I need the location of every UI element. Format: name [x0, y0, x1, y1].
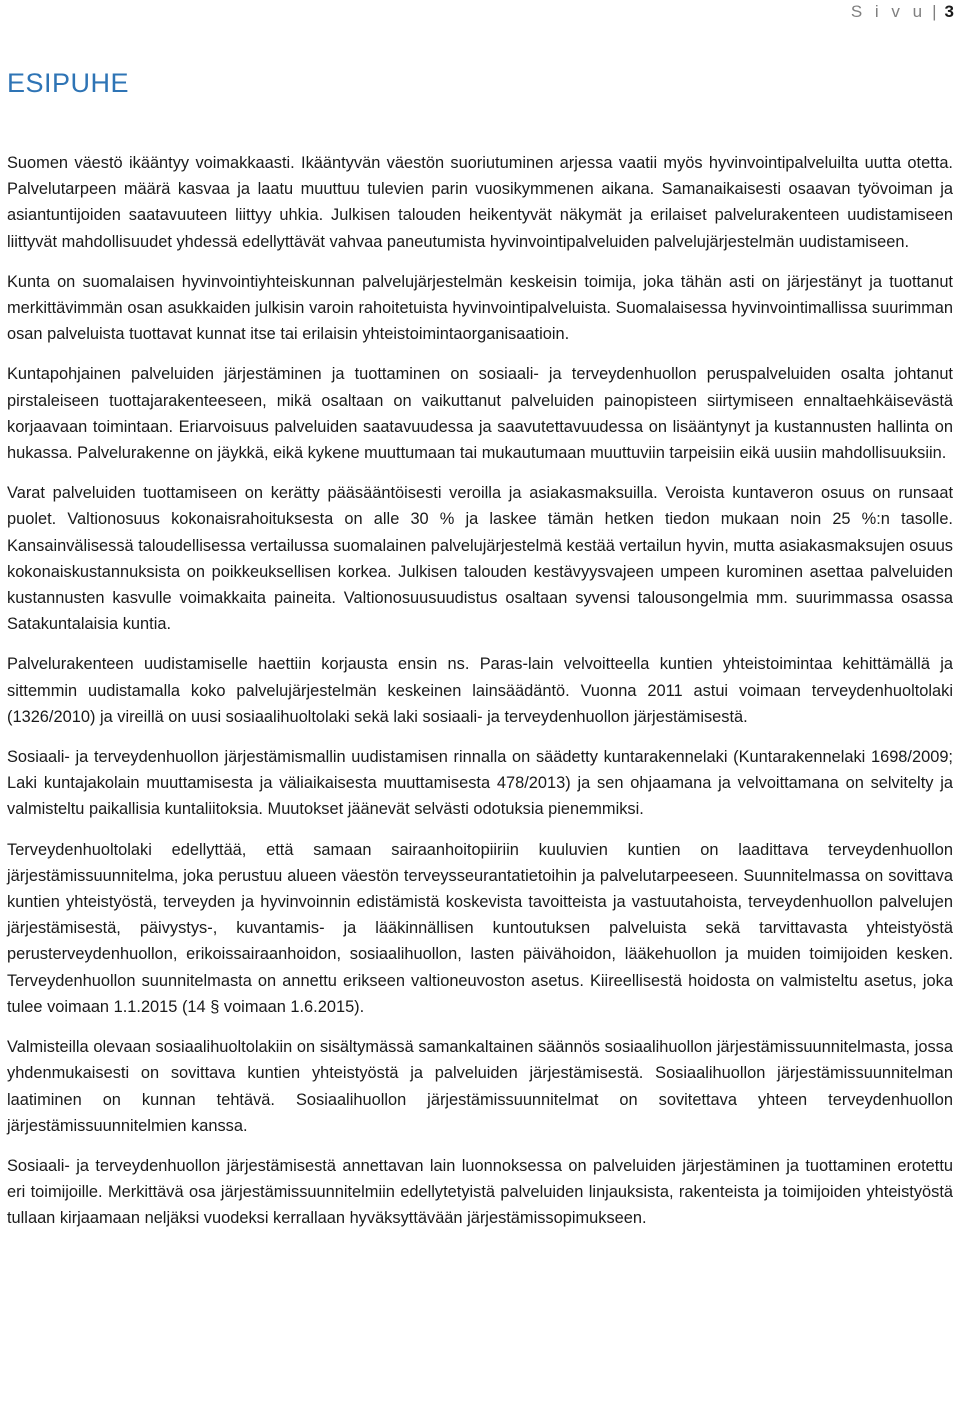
paragraph: Kunta on suomalaisen hyvinvointiyhteiskunnan palvelujärjestelmän keskeisin toimija, joka tähän asti on järjestänyt ja tuottanut merkittävimmän osan asukkaiden julkisin varoin rahoitetuista hyvinvointipalveluista. Suomalaisessa hyvinvointimallissa suurimman osan palveluista tuottavat kunnat itse tai erilaisin yhteistoimintaorganisaatioin.: [7, 272, 953, 344]
page-number: 3: [944, 2, 954, 21]
paragraph: Sosiaali- ja terveydenhuollon järjestämisestä annettavan lain luonnoksessa on palveluiden järjestäminen ja tuottaminen erotettu eri toimijoille. Merkittävä osa järjestämissuunnitelmiin edellytetyistä palveluiden linjauksista, rakenteista ja toimijoiden yhteistyöstä tullaan kirjaamaan neljäksi vuodeksi kerrallaan hyväksyttävään järjestämissopimukseen.: [7, 1156, 953, 1228]
paragraph: Sosiaali- ja terveydenhuollon järjestämismallin uudistamisen rinnalla on säädetty kuntarakennelaki (Kuntarakennelaki 1698/2009; Laki kuntajakolain muuttamisesta ja väliaikaisesta muuttamisesta 478/2013) ja sen ohjaamana ja velvoittamana on selvitelty ja valmisteltu paikallisia kuntaliitoksia. Muutokset jäänevät selvästi odotuksia pienemmiksi.: [7, 748, 953, 819]
page-separator: |: [932, 2, 937, 21]
paragraph: Palvelurakenteen uudistamiselle haettiin korjausta ensin ns. Paras-lain velvoitteella kuntien yhteistoimintaa kehittämällä ja sittemmin uudistamalla koko palvelujärjestelmän keskeinen lainsäädäntö. Vuonna 2011 astui voimaan terveydenhuoltolaki (1326/2010) ja vireillä on uusi sosiaalihuoltolaki sekä laki sosiaali- ja terveydenhuollon järjestämisestä.: [7, 655, 953, 726]
page-title: ESIPUHE: [7, 68, 130, 98]
page-label: S i v u: [850, 2, 927, 21]
paragraph: Terveydenhuoltolaki edellyttää, että samaan sairaanhoitopiiriin kuuluvien kuntien on laadittava terveydenhuollon järjestämissuunnitelma, joka perustuu alueen väestön terveysseurantatietoihin ja palvelutarpeeseen. Suunnitelmassa on sovittava kuntien yhteistyöstä, terveyden ja hyvinvoinnin edistämistä koskevista tavoitteista ja vastuutahoista, terveydenhuollon palvelujen järjestämisestä, päivystys-, kuvantamis- ja lääkinnällisen kuntoutuksen palveluista sekä tarvittavasta yhteistyöstä perusterveydenhuollon, erikoissairaanhoidon, sosiaalihuollon, lasten päivähoidon, lääkehuollon ja muiden toimijoiden kesken. Terveydenhuollon suunnitelmasta on annettu erikseen valtioneuvoston asetus. Kiireellisestä hoidosta on valmisteltu asetus, joka tulee voimaan 1.1.2015 (14 § voimaan 1.6.2015).: [7, 840, 953, 1016]
document-body: [7, 150, 953, 1246]
paragraph: Varat palveluiden tuottamiseen on kerätty pääsääntöisesti veroilla ja asiakasmaksuilla. Veroista kuntaveron osuus on runsaat puolet. Valtionosuus kokonaisrahoituksesta on alle 30 % ja laskee tämän hetken tiedon mukaan noin 25 %:n tasolle. Kansainvälisessä taloudellisessa vertailussa suomalainen palvelujärjestelmä kestää vertailun hyvin, mutta asiakasmaksujen osuus kokonaiskustannuksista on poikkeuksellisen korkea. Julkisen talouden kestävyysvajeen umpeen kurominen asettaa palveluiden kustannusten kasvulle voimakkaita paineita. Valtionosuusuudistus osaltaan syvensi talousongelmia mm. suurimmassa osassa Satakuntalaisia kuntia.: [7, 484, 953, 634]
paragraph: Kuntapohjainen palveluiden järjestäminen ja tuottaminen on sosiaali- ja terveydenhuollon peruspalveluiden osalta johtanut pirstaleiseen tuottajarakenteeseen, mikä osaltaan on vaikuttanut palveluiden painopisteen siirtymiseen ennaltaehkäisevästä korjaavaan toimintaan. Eriarvoisuus palveluiden saatavuudessa ja saavutettavuudessa on lisääntynyt ja kustannusten hallinta on hukassa. Palvelurakenne on jäykkä, eikä kykene muuttumaan tai mukautumaan muuttuviin tarpeisiin eikä uusiin mahdollisuuksiin.: [7, 365, 953, 463]
paragraph: Valmisteilla olevaan sosiaalihuoltolakiin on sisältymässä samankaltainen säännös sosiaalihuollon järjestämissuunnitelmasta, jossa yhdenmukaisesti on sovittava kuntien yhteistyöstä ja palveluiden järjestämisestä. Sosiaalihuollon järjestämissuunnitelman laatiminen on kunnan tehtävä. Sosiaalihuollon järjestämissuunnitelmat on sovitettava yhteen terveydenhuollon järjestämissuunnitelmien kanssa.: [7, 1038, 953, 1135]
page-header: [851, 2, 954, 22]
paragraph: Suomen väestö ikääntyy voimakkaasti. Ikääntyvän väestön suoriutuminen arjessa vaatii myös hyvinvointipalveluilta uutta otetta. Palvelutarpeen määrä kasvaa ja laatu muuttuu tulevien parin vuosikymmenen aikana. Samanaikaisesti osaavan työvoiman ja asiantuntijoiden saatavuuteen liittyy uhkia. Julkisen talouden heikentyvät näkymät ja erilaiset palvelurakenteen uudistamiseen liittyvät mahdollisuudet yhdessä edellyttävät vahvaa paneutumista hyvinvointipalveluiden palvelujärjestelmän uudistamiseen.: [7, 154, 953, 251]
